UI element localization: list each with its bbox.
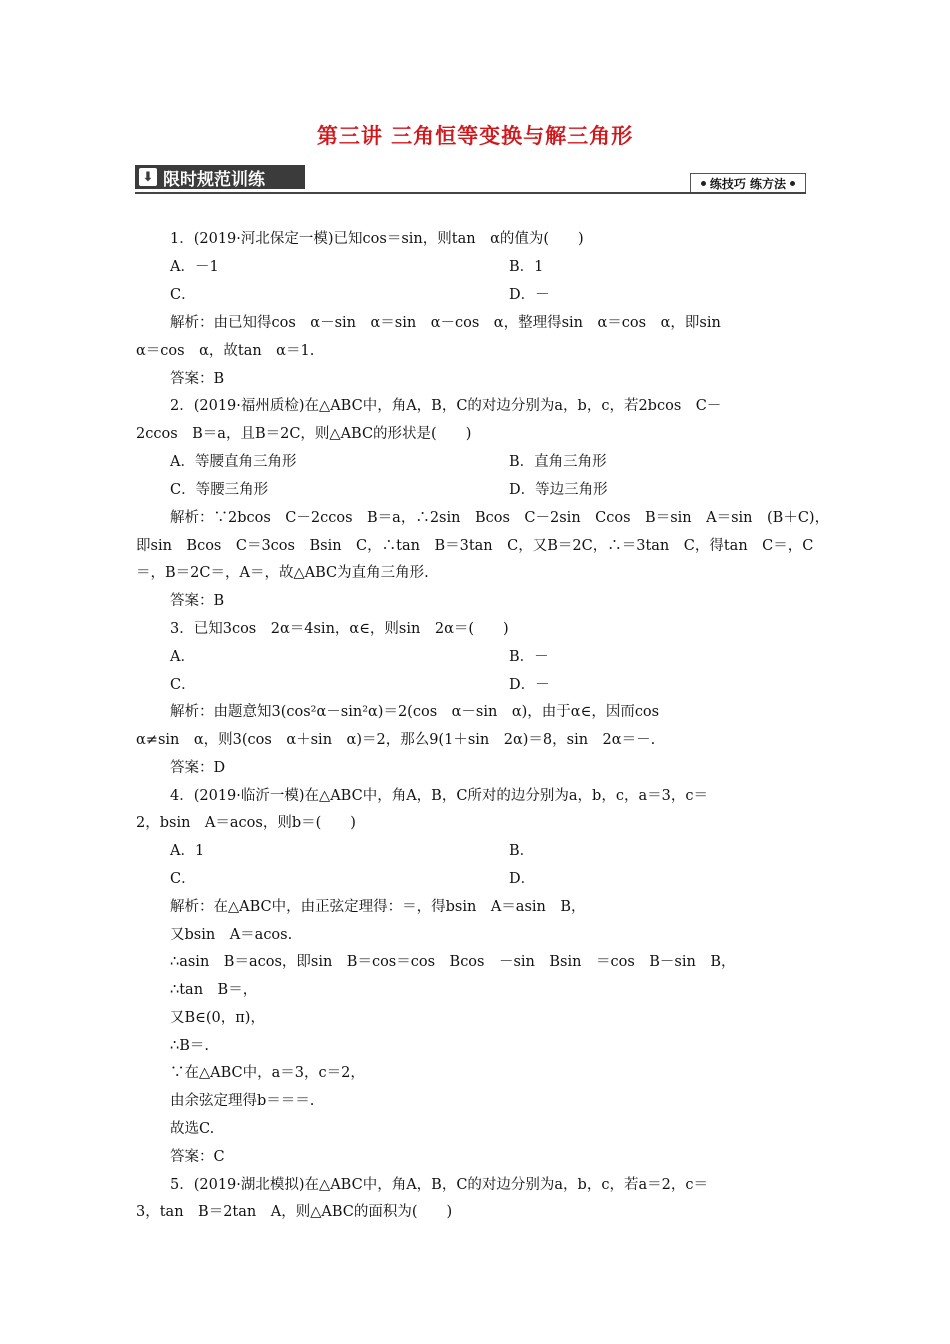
question-1-option-a: A．－1 [170,259,219,275]
question-1-solution: α＝cos α，故tan α＝1. [136,343,315,359]
question-1-stem: 1．(2019·河北保定一模)已知cos＝sin，则tan α的值为( ) [170,231,584,247]
question-4-solution: ∴tan B＝， [170,982,258,998]
question-3-solution: 解析：由题意知3(cos²α－sin²α)＝2(cos α－sin α)，由于α∈，因而cos [170,704,660,720]
banner-rule [135,192,806,194]
section-tag [135,165,305,189]
question-4-solution: ∴asin B＝acos，即sin B＝cos＝cos Bcos －sin Bsin ＝cos B－sin B， [170,954,736,970]
question-4-solution: 解析：在△ABC中，由正弦定理得：＝，得bsin A＝asin B， [170,899,586,915]
question-3-option-b: B．－ [509,649,549,665]
question-4-option-b: B． [509,843,535,859]
question-1-option-c: C． [170,287,196,303]
question-4-solution: 又bsin A＝acos. [170,927,293,943]
section-banner [135,162,806,194]
question-2-option-a: A．等腰直角三角形 [170,454,297,470]
question-4-answer: 答案：C [170,1149,225,1165]
practice-tag [690,173,806,192]
question-2-solution: 即sin Bcos C＝3cos Bsin C，∴tan B＝3tan C，又B＝2C，∴＝3tan C，得tan C＝，C [136,538,814,554]
question-1-option-b: B．1 [509,259,544,275]
question-4-stem: 2，bsin A＝acos，则b＝( ) [136,815,356,831]
question-5-stem: 5．(2019·湖北模拟)在△ABC中，角A，B，C的对边分别为a，b，c，若a＝2，c＝ [170,1177,708,1193]
question-2-solution: 解析：∵2bcos C－2ccos B＝a，∴2sin Bcos C－2sin Ccos B＝sin A＝sin (B＋C)， [170,510,830,526]
question-4-option-c: C． [170,871,196,887]
page-title: 第三讲 三角恒等变换与解三角形 [316,124,634,148]
question-2-answer: 答案：B [170,593,225,609]
bullet-icon [701,181,706,186]
question-4-solution: ∵在△ABC中，a＝3，c＝2， [170,1065,365,1081]
down-arrow-icon: ⬇ [139,168,157,186]
question-3-stem: 3．已知3cos 2α＝4sin，α∈，则sin 2α＝( ) [170,621,509,637]
question-4-solution: 又B∈(0，π)， [170,1010,265,1026]
question-1-solution: 解析：由已知得cos α－sin α＝sin α－cos α，整理得sin α＝cos α，即sin [170,315,721,331]
section-tag-label: 限时规范训练 [163,169,265,190]
question-1-answer: 答案：B [170,371,225,387]
question-2-solution: ＝，B＝2C＝，A＝，故△ABC为直角三角形. [136,565,429,581]
question-2-stem: 2ccos B＝a，且B＝2C，则△ABC的形状是( ) [136,426,472,442]
question-5-stem: 3，tan B＝2tan A，则△ABC的面积为( ) [136,1204,453,1220]
question-4-solution: ∴B＝. [170,1038,209,1054]
question-4-option-d: D． [509,871,536,887]
question-2-option-c: C．等腰三角形 [170,482,269,498]
practice-tag-label: 练技巧 练方法 [709,176,786,191]
question-2-option-b: B．直角三角形 [509,454,607,470]
question-2-option-d: D．等边三角形 [509,482,608,498]
question-4-solution: 由余弦定理得b＝＝＝. [170,1093,315,1109]
question-3-option-c: C． [170,677,196,693]
question-3-option-d: D．－ [509,677,550,693]
question-2-stem: 2．(2019·福州质检)在△ABC中，角A，B，C的对边分别为a，b，c，若2bcos C－ [170,398,722,414]
question-1-option-d: D．－ [509,287,550,303]
question-3-option-a: A． [170,649,195,665]
question-4-stem: 4．(2019·临沂一模)在△ABC中，角A，B，C所对的边分别为a，b，c，a＝3，c＝ [170,788,708,804]
question-4-solution: 故选C. [170,1121,215,1137]
bullet-icon [790,181,795,186]
question-4-option-a: A．1 [170,843,205,859]
question-3-solution: α≠sin α，则3(cos α＋sin α)＝2，那么9(1＋sin 2α)＝8，sin 2α＝－. [136,732,656,748]
question-3-answer: 答案：D [170,760,226,776]
